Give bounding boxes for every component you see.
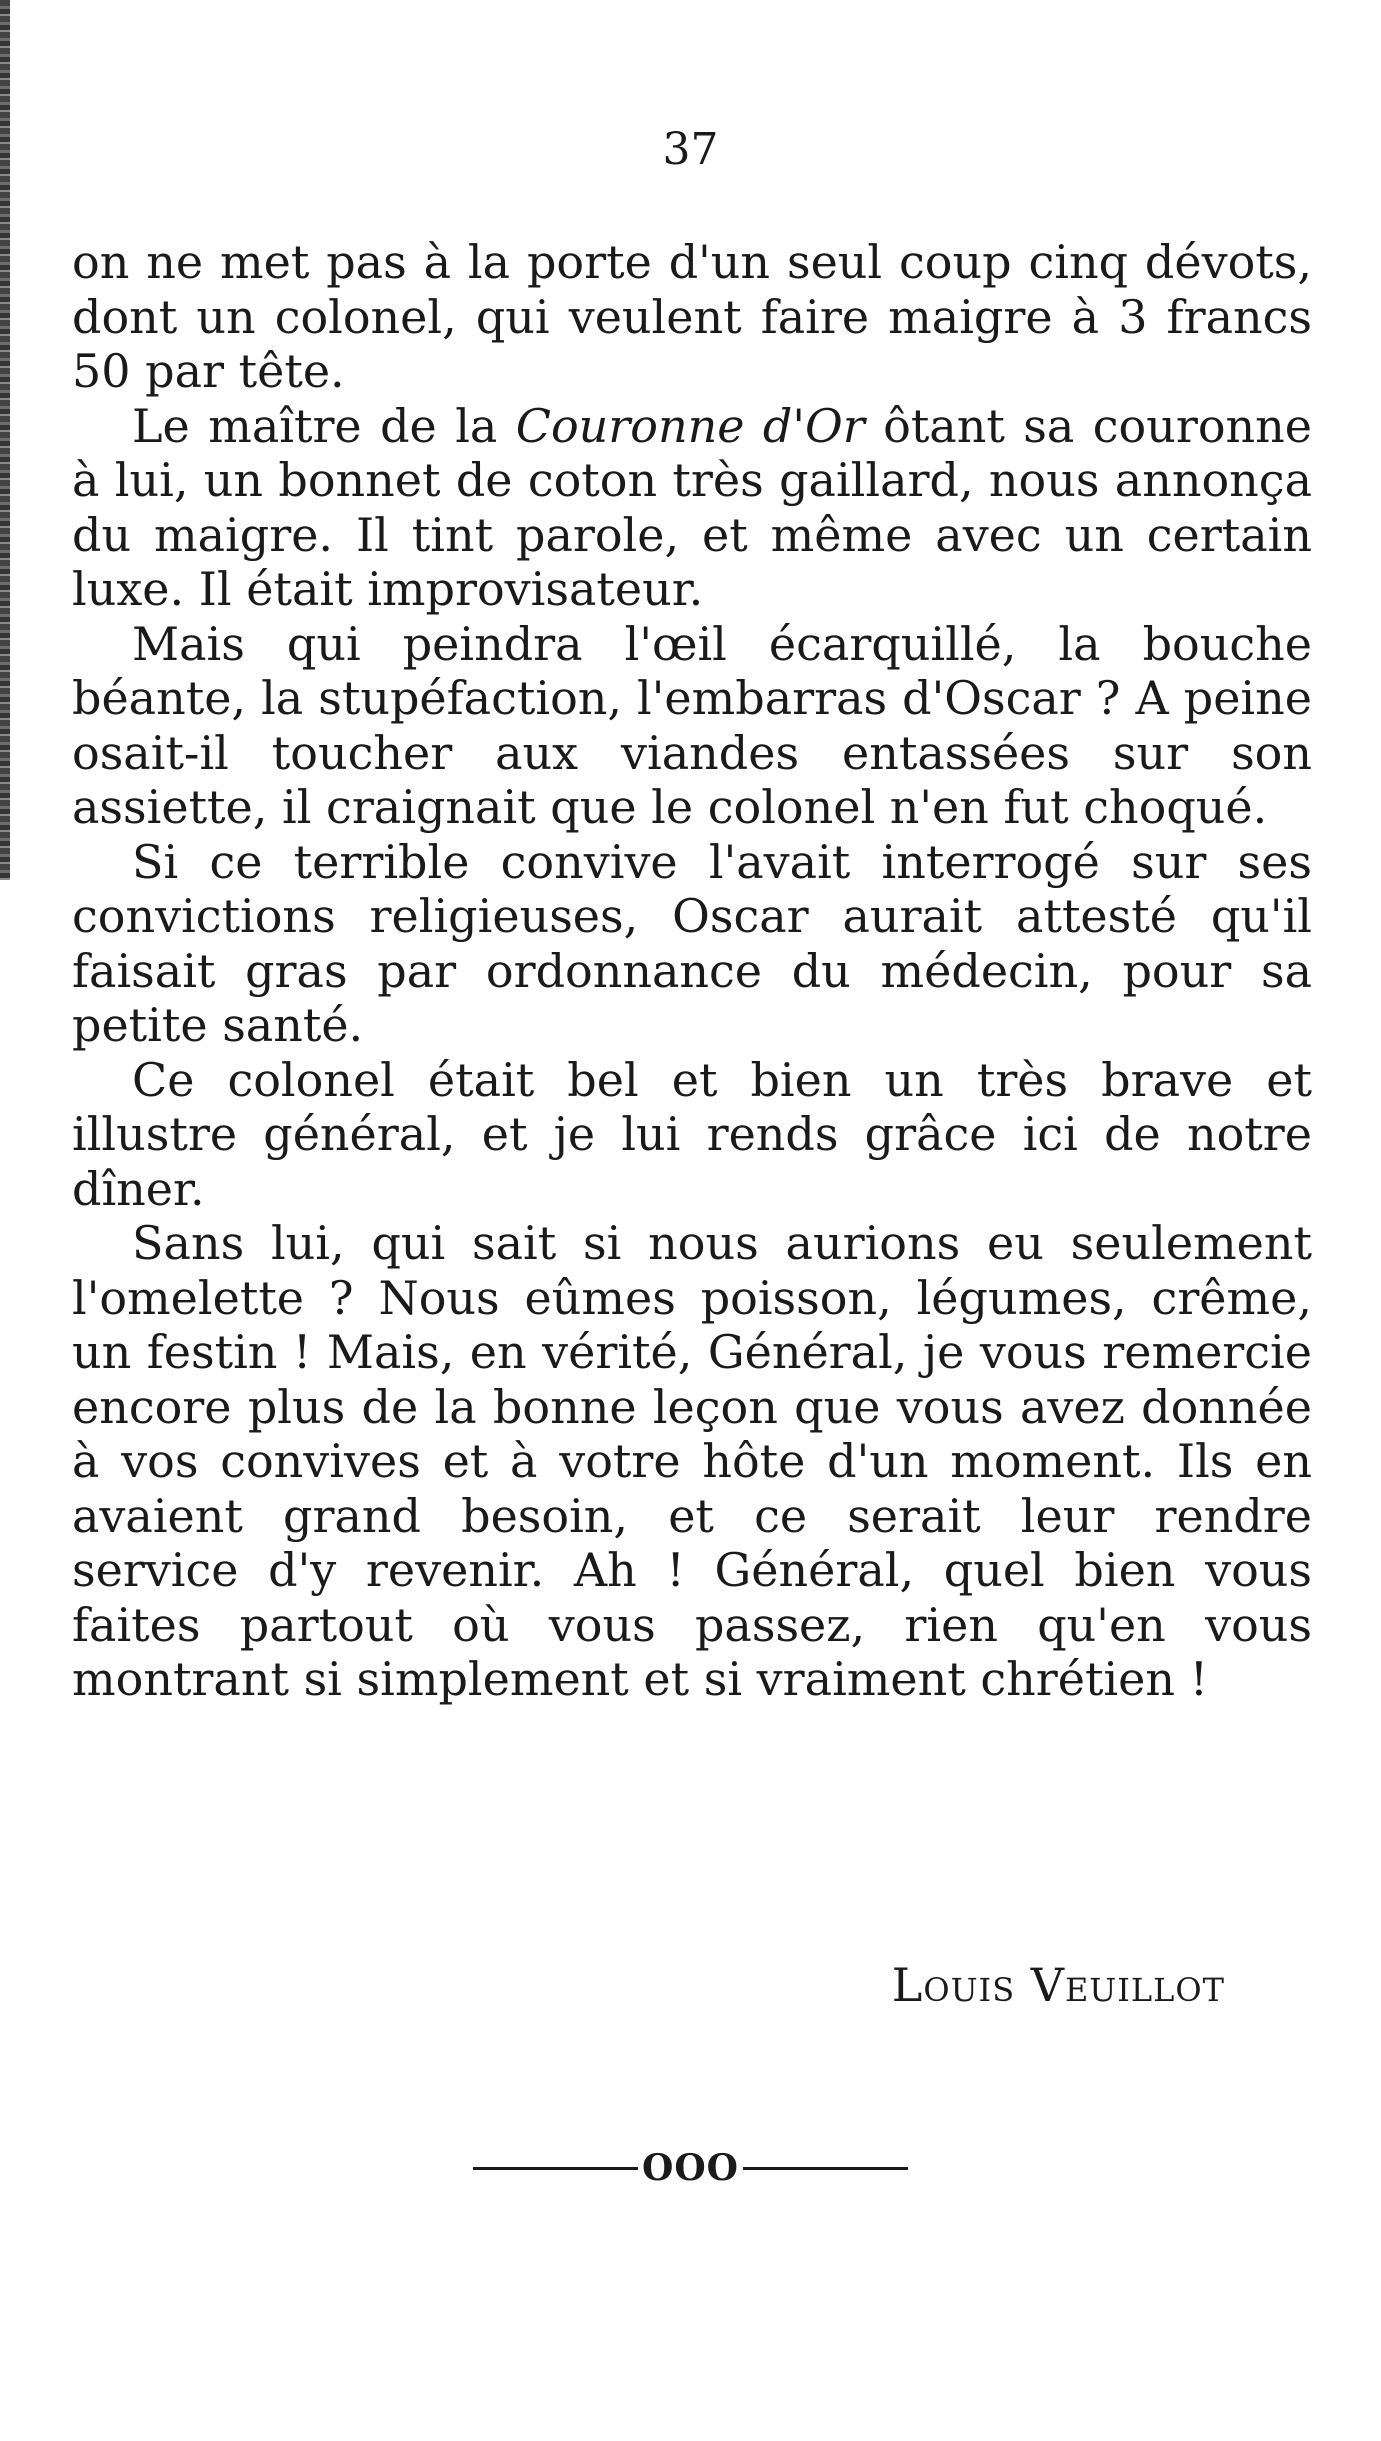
section-separator <box>0 2147 1381 2189</box>
author-signature: Louis Veuillot <box>891 1958 1225 2012</box>
paragraph-2-start: Le maître de la <box>132 398 516 453</box>
paragraph-2-end: ôtant sa couronne à lui, un bonnet de coton très gaillard, nous annonça du maigre. Il tint parole, et même avec un certain luxe. Il était improvisateur. <box>72 398 1312 616</box>
paragraph-4: Si ce terrible convive l'avait interrogé sur ses convictions religieuses, Oscar aurait attesté qu'il faisait gras par ordonnance du médecin, pour sa petite santé. <box>72 834 1312 1052</box>
paragraph-1: on ne met pas à la porte d'un seul coup cinq dévots, dont un colonel, qui veulent faire maigre à 3 francs 50 par tête. <box>72 235 1312 398</box>
inn-name: Couronne d'Or <box>515 398 865 453</box>
paragraph-3: Mais qui peindra l'œil écarquillé, la bouche béante, la stupéfaction, l'embarras d'Oscar ? A peine osait-il toucher aux viandes entassées sur son assiette, il craignait que le colonel n'en fut choqué. <box>72 616 1312 834</box>
separator-right-rule <box>743 2167 908 2170</box>
body-text <box>72 235 1312 1707</box>
paragraph-5: Ce colonel était bel et bien un très brave et illustre général, et je lui rends grâce ici de notre dîner. <box>72 1052 1312 1216</box>
separator-left-rule <box>473 2167 638 2170</box>
separator-mark: OOO <box>641 2147 740 2189</box>
page-number: 37 <box>662 124 719 175</box>
paragraph-2 <box>72 399 1312 617</box>
paragraph-6: Sans lui, qui sait si nous aurions eu seulement l'omelette ? Nous eûmes poisson, légumes, crême, un festin ! Mais, en vérité, Général, je vous remercie encore plus de la bonne leçon que vous avez donnée à vos convives et à votre hôte d'un moment. Ils en avaient grand besoin, et ce serait leur rendre service d'y revenir. Ah ! Général, quel bien vous faites partout où vous passez, rien qu'en vous montrant si simplement et si vraiment chrétien ! <box>72 1216 1312 1706</box>
